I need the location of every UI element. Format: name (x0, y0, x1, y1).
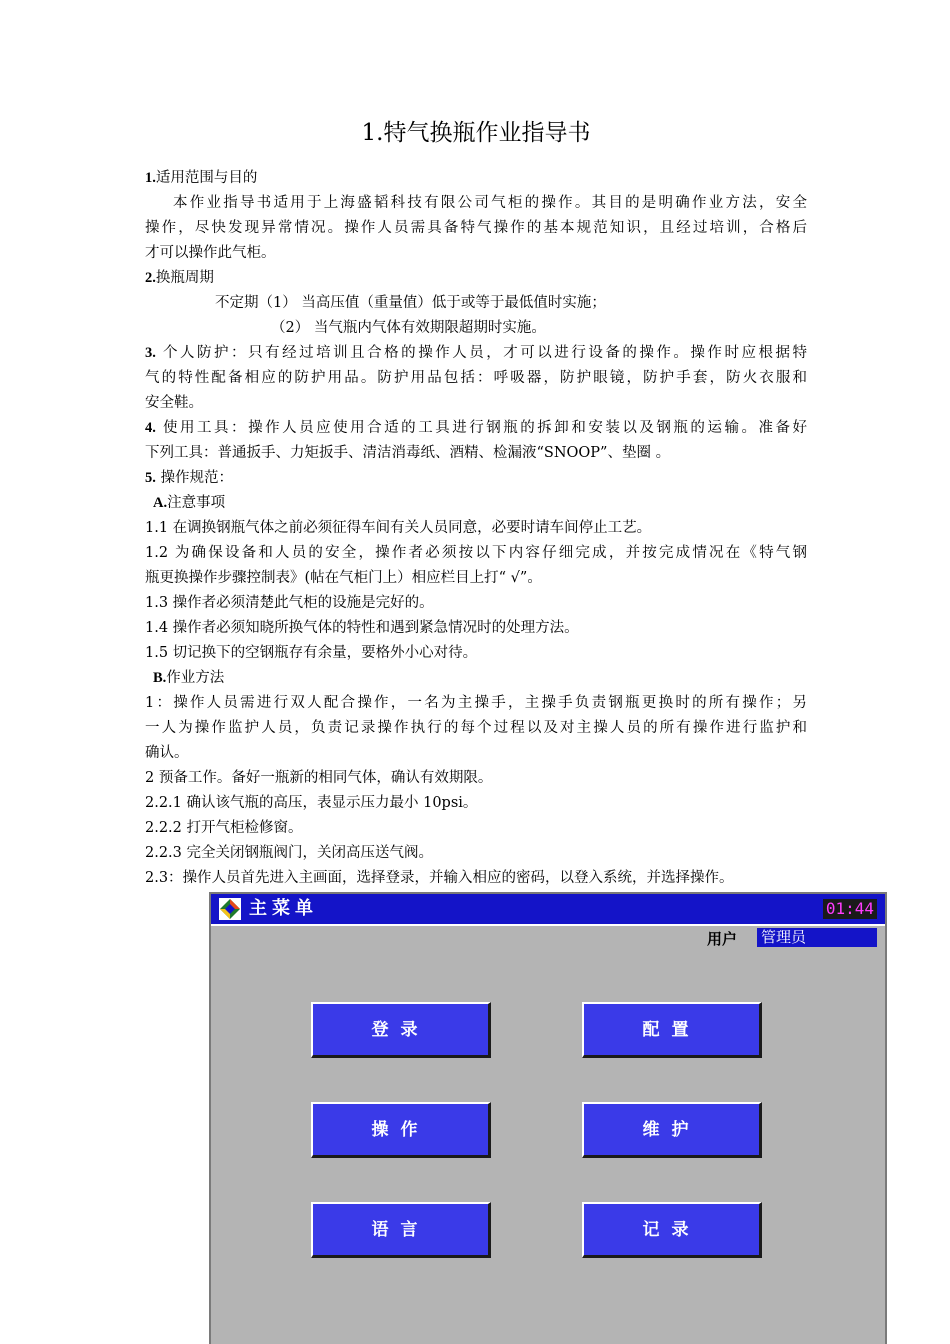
step-1-line-3: 确认。 (145, 745, 189, 761)
section-3-text-2: 气的特性配备相应的防护用品。防护用品包括：呼吸器，防护眼镜，防护手套，防火衣服和 (145, 370, 807, 386)
section-3-text-3: 安全鞋。 (145, 395, 203, 411)
section-2-heading: 2.换瓶周期 (145, 270, 214, 286)
app-logo-icon (219, 898, 241, 920)
user-value: 管理员 (757, 928, 877, 947)
hmi-main-menu-screenshot (209, 892, 887, 1344)
section-2-item-2: （2） 当气瓶内气体有效期限超期时实施。 (271, 320, 546, 336)
section-4-text-1: 4. 使用工具：操作人员应使用合适的工具进行钢瓶的拆卸和安装以及钢瓶的运输。准备好 (145, 420, 807, 436)
page-title: 1.特气换瓶作业指导书 (361, 120, 591, 146)
step-1-line-2: 一人为操作监护人员，负责记录操作执行的每个过程以及对主操人员的所有操作进行监护和 (145, 720, 807, 736)
item-1-2-line-1: 1.2 为确保设备和人员的安全，操作者必须按以下内容仔细完成，并按完成情况在《特气钢 (145, 545, 807, 561)
step-2-2-3: 2.2.3 完全关闭钢瓶阀门，关闭高压送气阀。 (145, 845, 434, 861)
step-2-2-1: 2.2.1 确认该气瓶的高压，表显示压力最小 10psi。 (145, 795, 478, 811)
hmi-titlebar (211, 894, 885, 926)
operate-button[interactable]: 操作 (311, 1102, 491, 1158)
hmi-title: 主菜单 (249, 898, 318, 919)
item-1-4: 1.4 操作者必须知晓所换气体的特性和遇到紧急情况时的处理方法。 (145, 620, 579, 636)
section-1-heading: 1.适用范围与目的 (145, 170, 258, 186)
step-2: 2 预备工作。备好一瓶新的相同气体，确认有效期限。 (145, 770, 493, 786)
step-1-line-1: 1：操作人员需进行双人配合操作，一名为主操手，主操手负责钢瓶更换时的所有操作；另 (145, 695, 807, 711)
section-4-text-2: 下列工具：普通扳手、力矩扳手、清洁消毒纸、酒精、检漏液“SNOOP”、垫圈 。 (145, 445, 671, 461)
item-1-2-line-2: 瓶更换操作步骤控制表》(帖在气柜门上）相应栏目上打“ √”。 (145, 570, 542, 586)
subsection-b-heading: B.作业方法 (153, 670, 225, 686)
login-button[interactable]: 登录 (311, 1002, 491, 1058)
section-3-text-1: 3. 个人防护：只有经过培训且合格的操作人员，才可以进行设备的操作。操作时应根据特 (145, 345, 807, 361)
item-1-5: 1.5 切记换下的空钢瓶存有余量，要格外小心对待。 (145, 645, 478, 661)
hmi-clock: 01:44 (823, 899, 877, 919)
section-5-heading: 5. 操作规范： (145, 470, 233, 486)
section-1-text-1: 本作业指导书适用于上海盛韬科技有限公司气柜的操作。其目的是明确作业方法，安全 (173, 195, 807, 211)
subsection-a-heading: A.注意事项 (153, 495, 226, 511)
section-1-text-3: 才可以操作此气柜。 (145, 245, 276, 261)
item-1-1: 1.1 在调换钢瓶气体之前必须征得车间有关人员同意，必要时请车间停止工艺。 (145, 520, 652, 536)
language-button[interactable]: 语言 (311, 1202, 491, 1258)
section-1-text-2: 操作，尽快发现异常情况。操作人员需具备特气操作的基本规范知识，且经过培训，合格后 (145, 220, 807, 236)
step-2-2-2: 2.2.2 打开气柜检修窗。 (145, 820, 303, 836)
user-label: 用户 (707, 930, 738, 948)
item-1-3: 1.3 操作者必须清楚此气柜的设施是完好的。 (145, 595, 434, 611)
record-button[interactable]: 记录 (582, 1202, 762, 1258)
maintain-button[interactable]: 维护 (582, 1102, 762, 1158)
config-button[interactable]: 配置 (582, 1002, 762, 1058)
step-2-3: 2.3：操作人员首先进入主画面，选择登录，并输入相应的密码，以登入系统，并选择操作。 (145, 870, 734, 886)
section-2-item-1: 不定期（1） 当高压值（重量值）低于或等于最低值时实施； (215, 295, 606, 311)
